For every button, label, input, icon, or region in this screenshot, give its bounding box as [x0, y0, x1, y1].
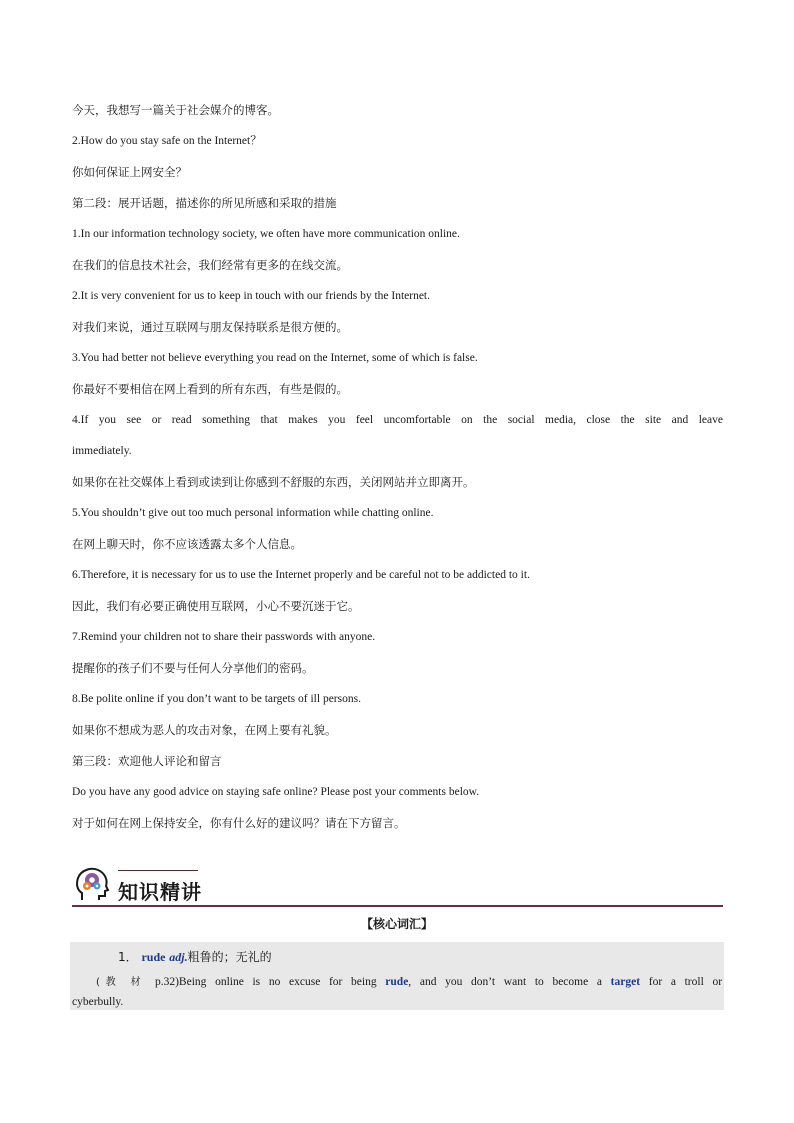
chinese-line: 因此，我们有必要正确使用互联网，小心不要沉迷于它。	[72, 599, 360, 613]
example-source: (教 材	[96, 977, 147, 988]
english-line: 3.You had better not believe everything you read on the Internet, some of which is false.	[72, 352, 478, 364]
example-highlight-target: target	[610, 976, 641, 988]
chinese-line: 第二段：展开话题，描述你的所见所感和采取的措施	[72, 196, 337, 210]
chinese-line: 你最好不要相信在网上看到的所有东西，有些是假的。	[72, 382, 348, 396]
english-line: 1.In our information technology society, we often have more communication online.	[72, 228, 460, 240]
english-line: 4.If you see or read something that makes you feel uncomfortable on the social media, close the site and leave	[72, 414, 723, 426]
chinese-line: 第三段：欢迎他人评论和留言	[72, 754, 222, 768]
section-header	[72, 862, 723, 908]
english-line: 7.Remind your children not to share their passwords with anyone.	[72, 631, 376, 643]
chinese-line: 对我们来说，通过互联网与朋友保持联系是很方便的。	[72, 320, 348, 334]
english-line: 8.Be polite online if you don’t want to be targets of ill persons.	[72, 693, 361, 705]
example-continuation: cyberbully.	[72, 996, 124, 1008]
example-part-3: for a troll or	[648, 976, 723, 988]
essay-body	[72, 99, 723, 843]
chinese-line: 对于如何在网上保持安全，你有什么好的建议吗？请在下方留言。	[72, 816, 406, 830]
chinese-line: 今天，我想写一篇关于社会媒介的博客。	[72, 103, 279, 117]
example-sentence	[96, 971, 722, 994]
entry-number: 1．	[118, 950, 138, 964]
english-line: 2.It is very convenient for us to keep in touch with our friends by the Internet.	[72, 290, 431, 302]
chinese-line: 在我们的信息技术社会，我们经常有更多的在线交流。	[72, 258, 348, 272]
head-gears-icon	[74, 866, 110, 904]
vocab-pos: adj.	[169, 950, 188, 964]
english-line: 6.Therefore, it is necessary for us to use the Internet properly and be careful not to be addicted to it.	[72, 569, 530, 581]
chinese-line: 你如何保证上网安全？	[72, 165, 187, 179]
vocab-meaning: 粗鲁的；无礼的	[187, 950, 272, 964]
vocab-heading: 【核心词汇】	[360, 917, 433, 931]
vocab-word: rude	[141, 950, 166, 964]
example-part-2: , and you don’t want to become a	[408, 976, 602, 988]
english-line: Do you have any good advice on staying safe online? Please post your comments below.	[72, 786, 480, 798]
english-line: immediately.	[72, 445, 132, 457]
section-underline	[72, 905, 723, 907]
vocab-entry-box	[70, 942, 724, 1010]
english-line: 5.You shouldn’t give out too much personal information while chatting online.	[72, 507, 434, 519]
chinese-line: 如果你在社交媒体上看到或读到让你感到不舒服的东西，关闭网站并立即离开。	[72, 475, 475, 489]
example-part-1: p.32)Being online is no excuse for being	[154, 976, 377, 988]
section-title: 知识精讲	[118, 880, 202, 904]
chinese-line: 在网上聊天时，你不应该透露太多个人信息。	[72, 537, 302, 551]
example-highlight-rude: rude	[385, 976, 409, 988]
english-line: 2.How do you stay safe on the Internet？	[72, 135, 262, 147]
header-top-rule	[118, 870, 198, 871]
chinese-line: 提醒你的孩子们不要与任何人分享他们的密码。	[72, 661, 314, 675]
chinese-line: 如果你不想成为恶人的攻击对象，在网上要有礼貌。	[72, 723, 337, 737]
vocab-entry-line	[118, 948, 272, 965]
